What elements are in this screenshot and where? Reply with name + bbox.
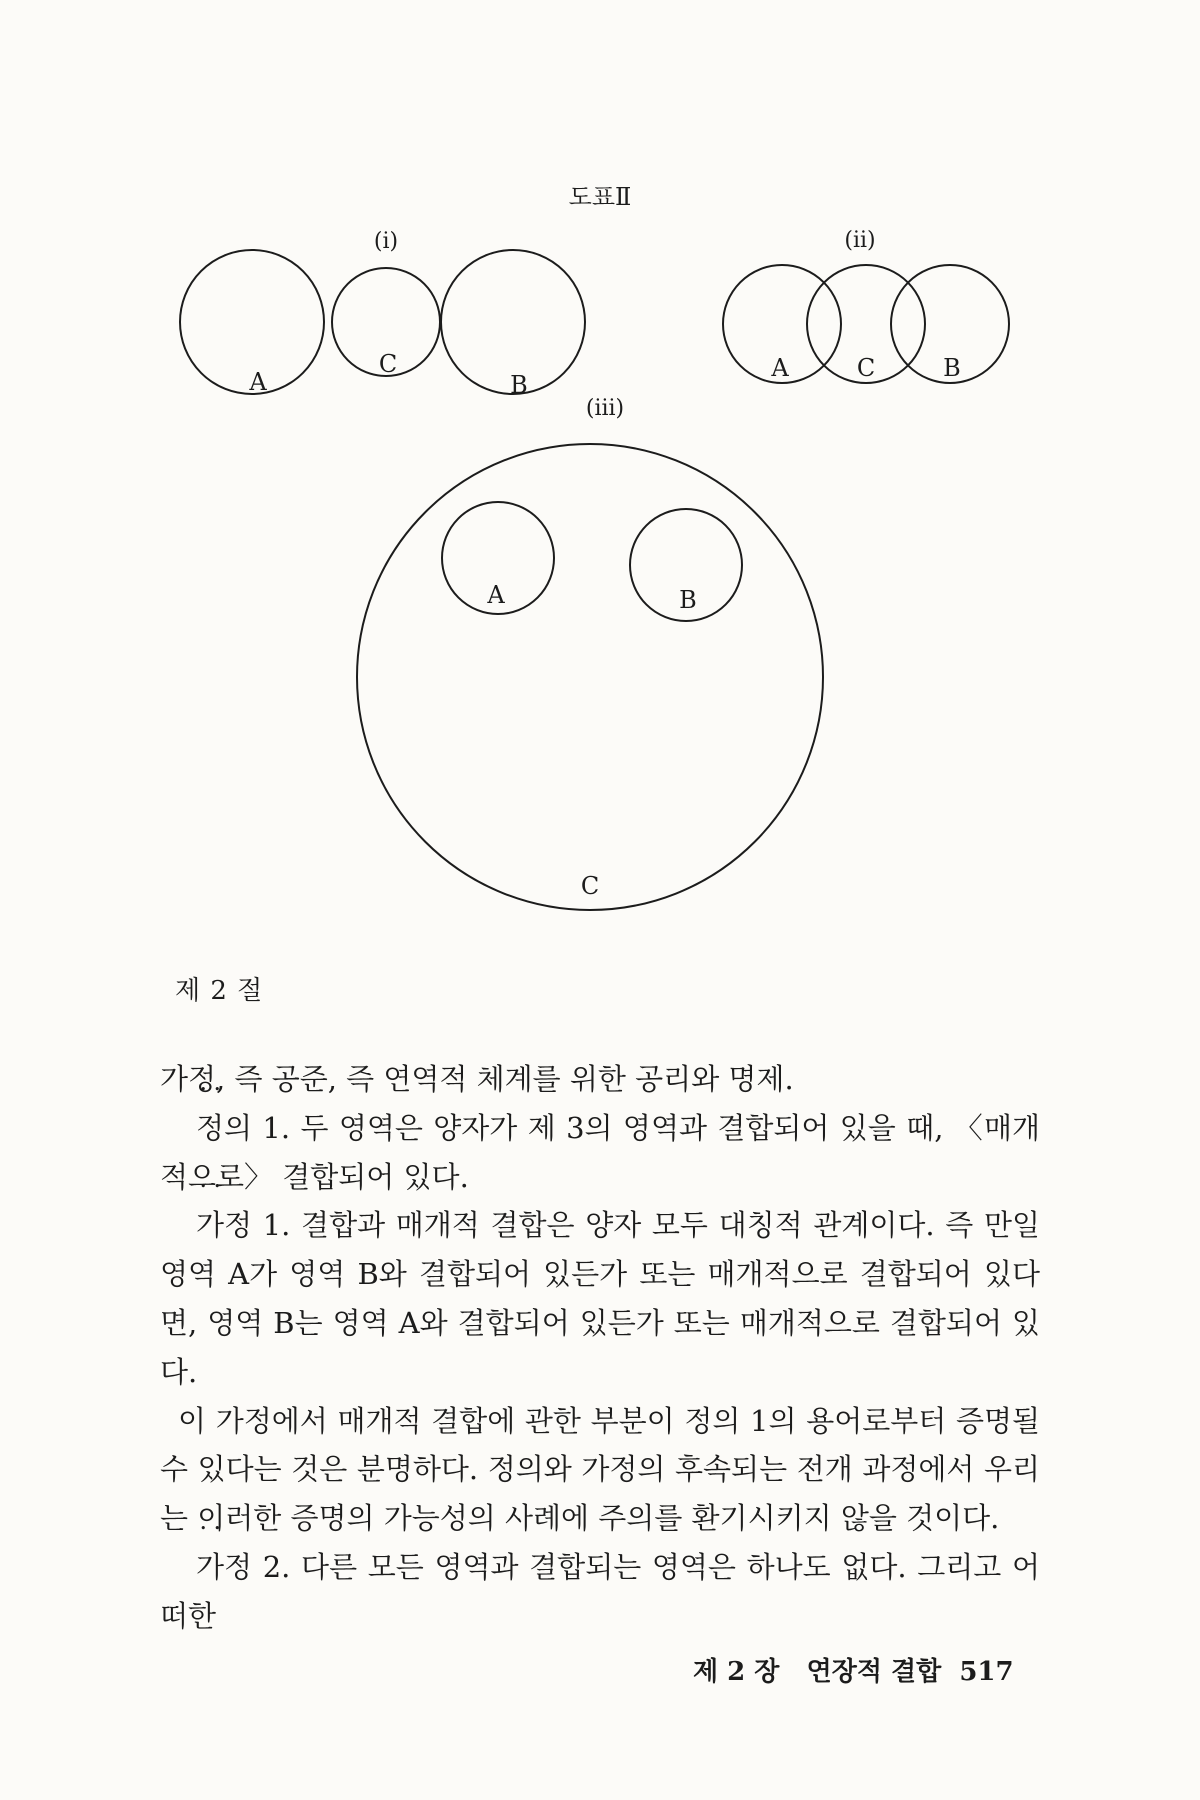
panel-iii <box>357 444 823 910</box>
panel-iii-circle-c <box>357 444 823 910</box>
panel-i-circle-c-label: C <box>378 350 398 378</box>
definition-1 <box>160 1104 1040 1202</box>
assumption-1 <box>160 1201 1040 1396</box>
assumption-1-text: 1. 결합과 매개적 결합은 양자 모두 대칭적 관계이다. 즉 만일 영역 A가 영역 B와 결합되어 있든가 또는 매개적으로 결합되어 있다면, 영역 B는 영역 A와 결합되어 있든가 또는 매개적으로 결합되어 있다. <box>160 1208 1040 1389</box>
footer-title: 연장적 결합 <box>806 1657 942 1687</box>
panel-i-label: (i) <box>373 229 399 254</box>
panel-i-circle-a-label: A <box>249 368 267 396</box>
assumption-2 <box>160 1543 1040 1641</box>
section-heading: 제 2 절 <box>175 976 264 1006</box>
paragraph-1: 이 가정에서 매개적 결합에 관한 부분이 정의 1의 용어로부터 증명될 수 있다는 것은 분명하다. 정의와 가정의 후속되는 전개 과정에서 우리는 이러한 증명의 가능성의 사례에 주의를 환기시키지 않을 것이다. <box>160 1403 1040 1536</box>
page-number: 517 <box>959 1657 1014 1687</box>
intro-paragraph: 가정, 즉 공준, 즉 연역적 체계를 위한 공리와 명제. <box>160 1062 794 1096</box>
panel-ii-label: (ii) <box>844 228 876 253</box>
assumption-1-term: • • 가정 <box>178 1201 252 1250</box>
panel-i-circle-b-label: B <box>510 371 528 399</box>
panel-iii-circle-a-label: A <box>487 581 505 609</box>
definition-term: • • 정의 <box>178 1104 252 1153</box>
body-text <box>160 1055 1040 1641</box>
panel-iii-circle-b-label: B <box>679 586 697 614</box>
definition-1-text: 1. 두 영역은 양자가 제 3의 영역과 결합되어 있을 때, 〈매개적으로〉 결합되어 있다. <box>160 1110 1040 1194</box>
panel-ii-circle-c-label: C <box>856 354 876 382</box>
panel-ii-circle-a-label: A <box>771 354 789 382</box>
figure-title: 도표Ⅱ <box>568 183 632 211</box>
page-footer <box>693 1651 1014 1688</box>
footer-chapter: 제 2 장 <box>693 1657 780 1687</box>
panel-iii-circle-c-label: C <box>580 872 600 900</box>
panel-ii-circle-b-label: B <box>943 354 961 382</box>
panel-iii-label: (iii) <box>585 396 625 421</box>
assumption-2-text: 2. 다른 모든 영역과 결합되는 영역은 하나도 없다. 그리고 어떠한 <box>160 1549 1040 1633</box>
assumption-2-term: • • 가정 <box>178 1543 252 1592</box>
